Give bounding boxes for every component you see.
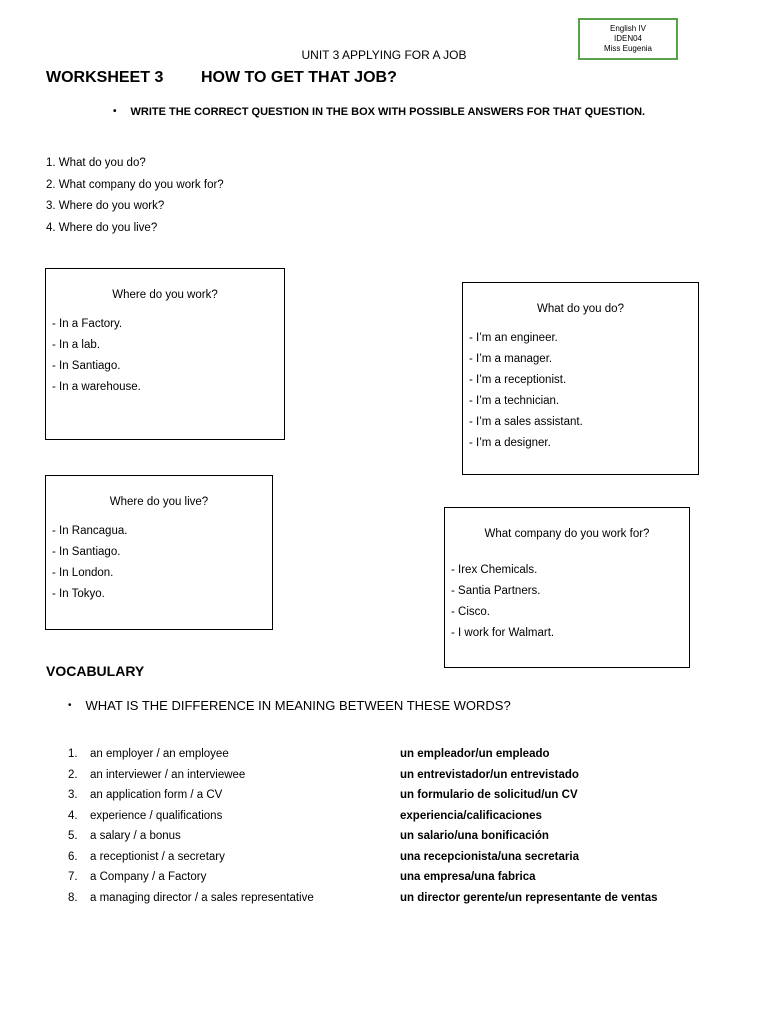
- spanish-translation: un entrevistador/un entrevistado: [400, 768, 579, 781]
- item-number: 4.: [68, 809, 78, 822]
- box-title: What do you do?: [537, 303, 624, 315]
- answer-item: - I’m an engineer.: [469, 332, 558, 344]
- instruction: [113, 106, 645, 118]
- english-pair: experience / qualifications: [90, 809, 223, 822]
- answer-item: - I work for Walmart.: [451, 627, 555, 639]
- course-name: English IV: [609, 24, 647, 33]
- vocabulary-question-text: WHAT IS THE DIFFERENCE IN MEANING BETWEEN THESE WORDS?: [85, 698, 511, 713]
- answer-item: - I’m a designer.: [469, 437, 551, 449]
- question-item: 2. What company do you work for?: [46, 178, 224, 191]
- course-code: IDEN04: [613, 34, 642, 43]
- english-pair: an application form / a CV: [90, 789, 223, 801]
- box-title: What company do you work for?: [484, 528, 650, 540]
- english-pair: a receptionist / a secretary: [90, 850, 225, 863]
- spanish-translation: un empleador/un empleado: [400, 748, 550, 760]
- english-pair: a Company / a Factory: [90, 871, 207, 883]
- worksheet-number: WORKSHEET 3: [46, 69, 164, 86]
- english-pair: an interviewer / an interviewee: [90, 768, 246, 781]
- vocabulary-heading: VOCABULARY: [46, 663, 145, 679]
- teacher-name: Miss Eugenia: [603, 44, 653, 53]
- question-item: 1. What do you do?: [46, 157, 146, 169]
- vocabulary-row: [68, 806, 658, 827]
- answer-box-live: [45, 475, 273, 630]
- bullet-icon: •: [113, 106, 117, 117]
- spanish-translation: un director gerente/un representante de ventas: [400, 891, 658, 904]
- question-item: 4. Where do you live?: [46, 221, 158, 234]
- bullet-icon: •: [68, 700, 72, 711]
- question-item: 3. Where do you work?: [46, 200, 165, 212]
- english-pair: a salary / a bonus: [90, 830, 181, 842]
- vocabulary-row: [68, 826, 658, 847]
- unit-title: UNIT 3 APPLYING FOR A JOB: [301, 48, 467, 62]
- item-number: 6.: [68, 850, 78, 863]
- answer-item: - In Rancagua.: [52, 525, 128, 537]
- vocabulary-list: [68, 744, 658, 908]
- box-title: Where do you work?: [112, 289, 218, 301]
- answer-item: - In Santiago.: [52, 546, 121, 558]
- vocabulary-question: [68, 698, 511, 713]
- spanish-translation: un formulario de solicitud/un CV: [400, 789, 578, 801]
- answer-item: - I’m a technician.: [469, 395, 560, 407]
- answer-item: - In Santiago.: [52, 360, 121, 372]
- answer-item: - In a warehouse.: [52, 381, 141, 393]
- item-number: 7.: [68, 871, 78, 883]
- answer-item: - I’m a sales assistant.: [469, 416, 583, 428]
- answer-item: - In a lab.: [52, 339, 100, 351]
- answer-box-work: [45, 268, 285, 440]
- worksheet-title: HOW TO GET THAT JOB?: [201, 69, 397, 86]
- spanish-translation: experiencia/calificaciones: [400, 809, 542, 822]
- vocabulary-row: [68, 867, 658, 888]
- vocabulary-row: [68, 847, 658, 868]
- vocabulary-row: [68, 888, 658, 909]
- question-list: [46, 153, 224, 239]
- vocabulary-row: [68, 765, 658, 786]
- item-number: 8.: [68, 891, 78, 904]
- spanish-translation: una empresa/una fabrica: [400, 871, 536, 883]
- answer-item: - Cisco.: [451, 606, 490, 618]
- answer-item: - In Tokyo.: [52, 588, 105, 600]
- spanish-translation: un salario/una bonificación: [400, 830, 549, 842]
- answer-item: - Irex Chemicals.: [451, 564, 538, 576]
- item-number: 5.: [68, 830, 78, 842]
- vocabulary-row: [68, 744, 658, 765]
- spanish-translation: una recepcionista/una secretaria: [400, 850, 579, 863]
- instruction-text: WRITE THE CORRECT QUESTION IN THE BOX WITH POSSIBLE ANSWERS FOR THAT QUESTION.: [130, 106, 646, 118]
- english-pair: an employer / an employee: [90, 748, 229, 760]
- box-title: Where do you live?: [109, 496, 209, 508]
- vocabulary-row: [68, 785, 658, 806]
- answer-item: - In a Factory.: [52, 318, 123, 330]
- answer-item: - In London.: [52, 567, 114, 579]
- answer-item: - Santia Partners.: [451, 585, 541, 597]
- answer-box-do: [462, 282, 699, 475]
- answer-item: - I’m a receptionist.: [469, 374, 567, 386]
- item-number: 3.: [68, 789, 78, 801]
- answer-item: - I’m a manager.: [469, 353, 553, 365]
- english-pair: a managing director / a sales representative: [90, 891, 314, 904]
- item-number: 1.: [68, 748, 78, 760]
- item-number: 2.: [68, 768, 78, 781]
- answer-box-company: [444, 507, 690, 668]
